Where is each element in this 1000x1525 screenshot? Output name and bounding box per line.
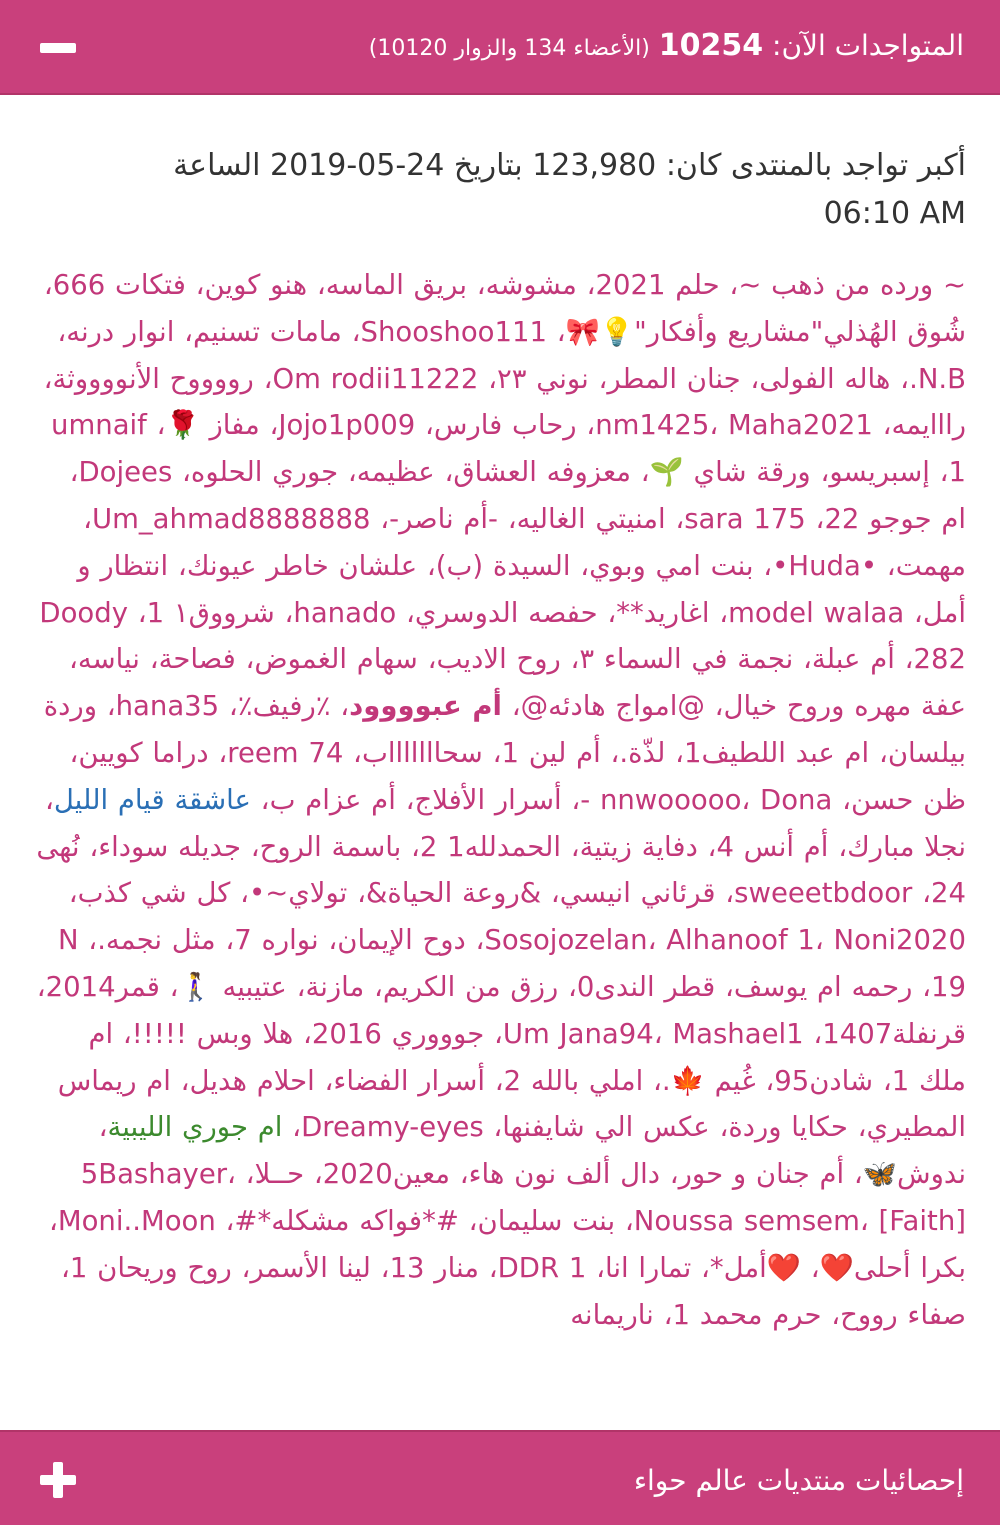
member-link[interactable]: لذّة. (619, 736, 666, 769)
member-separator: ، (793, 643, 812, 676)
member-link[interactable]: سحاااااااب (361, 736, 483, 769)
member-link[interactable]: قطر الندى0 (576, 970, 716, 1003)
member-link[interactable]: Dona - (580, 783, 833, 816)
member-link[interactable]: بنت امي وبوي (589, 549, 754, 582)
member-link[interactable]: نياسه (77, 643, 140, 676)
member-link[interactable]: رااايمه (891, 409, 966, 442)
member-separator: ، (586, 1251, 605, 1284)
member-link[interactable]: دراما كويين (78, 736, 209, 769)
member-link[interactable]: مشوشه (485, 269, 577, 301)
member-separator: ، (396, 596, 415, 629)
member-separator: ، (560, 643, 580, 676)
member-link[interactable]: نوني ٢٣ (497, 362, 589, 395)
member-link[interactable]: رحاب فارس (433, 409, 577, 442)
member-separator: ، (139, 643, 159, 676)
member-separator: ، (259, 409, 279, 442)
member-link[interactable]: بكرا أحلى❤️ (819, 1251, 966, 1284)
member-link[interactable]: أم جنان و حور (678, 1158, 845, 1191)
member-link[interactable]: ناريمانه (570, 1298, 654, 1331)
member-separator: ، (69, 736, 79, 769)
member-link[interactable]: نُهى 24 (36, 830, 966, 910)
member-separator: ، (647, 924, 667, 957)
member-link[interactable]: sara 175 (684, 502, 806, 535)
member-separator: ، (478, 362, 497, 395)
online-label: المتواجدات الآن: (772, 29, 964, 62)
member-separator: ، (78, 924, 98, 957)
member-link[interactable]: السيدة (ب) (435, 549, 571, 582)
member-separator: ، (364, 970, 383, 1003)
member-separator: ، (704, 690, 724, 723)
member-link[interactable]: وردة بيلسان (43, 690, 966, 769)
member-separator: ، (709, 1111, 729, 1144)
member-link[interactable]: احلام هديل (189, 1064, 315, 1097)
member-separator: ، (69, 456, 79, 489)
plus-icon[interactable] (40, 1462, 76, 1498)
member-link[interactable]: شرووق١ 1 (146, 596, 275, 629)
member-separator: ، (890, 362, 910, 395)
member-link[interactable]: حرم محمد 1 (672, 1298, 822, 1331)
member-link[interactable]: هنو كوين (204, 269, 308, 301)
member-separator: ، (170, 1064, 190, 1097)
member-link[interactable]: أم لين 1 (501, 736, 601, 769)
member-separator: ، (912, 877, 931, 910)
record-date: 2019-05-24 (270, 148, 445, 183)
member-link[interactable]: معين2020 (322, 1158, 450, 1191)
member-separator: ، (168, 549, 187, 582)
member-link[interactable]: باسمة الروح (259, 830, 402, 863)
member-separator: ، (417, 549, 436, 582)
member-link[interactable]: Noni2020 (833, 924, 966, 957)
member-link[interactable]: Alhanoof 1 (666, 924, 815, 957)
member-link[interactable]: عظيمه (356, 456, 435, 489)
member-link[interactable]: ندوش🦋 (862, 1158, 966, 1191)
member-separator: ، (485, 1064, 504, 1097)
member-separator: ، (57, 315, 67, 348)
record-prefix: أكبر تواجد بالمنتدى كان: (665, 148, 966, 183)
member-link[interactable]: ورقة شاي 🌱 (649, 456, 811, 489)
member-link[interactable]: DDR 1 (497, 1251, 587, 1284)
member-separator: ، (741, 783, 761, 816)
member-link[interactable]: دوح الإيمان (337, 924, 466, 957)
member-link[interactable]: روح الاديب (436, 643, 561, 676)
member-link[interactable]: مازنة (305, 970, 365, 1003)
online-detail: (الأعضاء 134 والزوار 10120) (368, 36, 650, 61)
member-separator: ، (417, 643, 437, 676)
member-separator: ، (665, 502, 685, 535)
member-separator: ، (215, 924, 235, 957)
member-link[interactable]: N 19 (57, 924, 966, 1003)
member-separator: ، (828, 830, 848, 863)
member-separator: ، (467, 269, 486, 301)
member-separator: ، (558, 970, 577, 1003)
member-link[interactable]: لينا الأسمر (250, 1251, 371, 1284)
member-link[interactable]: ام ملك 1 (88, 1017, 966, 1097)
member-link[interactable]: hana35 (115, 690, 220, 723)
member-separator: ، (561, 783, 581, 816)
member-link[interactable]: رحمه ام يوسف (733, 970, 913, 1003)
member-separator: ، (250, 783, 270, 816)
member-separator: ، (43, 362, 53, 395)
member-separator: ، (235, 643, 255, 676)
member-link[interactable]: غُيم 🍁. (661, 1064, 756, 1097)
member-link[interactable]: nm1425 (595, 409, 710, 442)
member-link[interactable]: جوري الحلوه (190, 456, 339, 489)
member-separator: ، (44, 783, 54, 816)
member-separator: ، (235, 1158, 255, 1191)
member-link[interactable]: -أم ناصر- (389, 502, 498, 535)
member-link[interactable]: Sosojozelan (484, 924, 648, 957)
member-separator: ، (570, 549, 590, 582)
member-link[interactable]: ٪رفيف٪ (237, 690, 331, 723)
member-link[interactable]: رووووح الأنووووثة (52, 362, 254, 395)
member-separator: ، (483, 1111, 503, 1144)
member-separator: ، (401, 830, 420, 863)
member-separator: ، (307, 269, 326, 301)
member-link[interactable]: منار 13 (389, 1251, 479, 1284)
member-link[interactable]: كل شي كذب (77, 877, 231, 910)
member-link[interactable]: Noussa semsem (633, 1204, 860, 1237)
member-link[interactable]: model walaa (728, 596, 905, 629)
online-users-header (0, 0, 1000, 95)
member-separator: ، (253, 362, 273, 395)
member-separator: ، (615, 1204, 634, 1237)
member-separator: ، (146, 409, 166, 442)
member-link[interactable]: صفاء رووح (840, 1298, 966, 1331)
member-link[interactable]: تمارا انا (604, 1251, 692, 1284)
member-separator: ، (844, 1158, 863, 1191)
member-link[interactable]: #*فواكه مشكله*# (234, 1204, 459, 1237)
record-date-prefix: بتاريخ (453, 148, 523, 183)
member-link[interactable]: إسبريسو (829, 456, 930, 489)
member-link[interactable]: جديله سوداء (98, 830, 241, 863)
member-separator: ، (36, 970, 46, 1003)
member-link[interactable]: انتظار و أمل (77, 549, 966, 629)
member-link[interactable]: فصاحة (158, 643, 236, 676)
member-separator: ، (576, 269, 596, 301)
member-link[interactable]: اغاريد** (616, 596, 710, 629)
member-link[interactable]: انوار درنه (66, 315, 175, 348)
member-link[interactable]: Mashael1 (672, 1017, 804, 1050)
member-separator: ، (814, 924, 834, 957)
member-separator: ، (227, 1158, 236, 1191)
member-link[interactable]: مامات تسنيم (192, 315, 342, 348)
member-link[interactable]: أم عبلة (811, 643, 895, 676)
member-separator: ، (719, 269, 739, 301)
member-link[interactable]: قمر2014 (45, 970, 160, 1003)
member-link[interactable]: جنان المطر (607, 362, 741, 395)
member-link[interactable]: أسرار الأفلاج (414, 783, 562, 816)
member-separator: ، (314, 1064, 334, 1097)
member-link[interactable]: Jojo1p009 (278, 409, 416, 442)
member-separator: ، (588, 362, 608, 395)
member-separator: ، (286, 970, 306, 1003)
member-separator: ، (230, 877, 249, 910)
member-link[interactable]: ~ ورده من ذهب ~ (738, 269, 966, 301)
member-link[interactable]: نواره 7 (234, 924, 319, 957)
member-separator: ، (561, 830, 580, 863)
member-separator: ، (113, 1017, 132, 1050)
member-separator: ، (691, 1251, 710, 1284)
member-link[interactable]: umnaif 1 (51, 409, 966, 489)
member-separator: ، (370, 1251, 390, 1284)
member-separator: ، (715, 970, 734, 1003)
member-separator: ، (653, 1298, 673, 1331)
member-separator: ، (48, 1204, 58, 1237)
member-separator: ، (395, 783, 415, 816)
member-link[interactable]: ام جوري الليبية (107, 1111, 283, 1144)
member-link[interactable]: الحمدلله1 2 (419, 830, 561, 863)
minus-icon[interactable] (40, 30, 76, 66)
member-separator: ، (231, 1251, 251, 1284)
member-separator: ، (434, 456, 454, 489)
member-link[interactable]: شُوق الهُذلي"مشاريع وأفكار"💡🎀 (565, 315, 966, 348)
member-separator: ، (709, 409, 729, 442)
member-link[interactable]: رزق من الكريم (382, 970, 559, 1003)
member-separator: ، (127, 596, 147, 629)
member-separator: ، (805, 502, 825, 535)
member-separator: ، (479, 1251, 498, 1284)
member-link[interactable]: sweeetbdoor (734, 877, 913, 910)
member-separator: ، (877, 549, 896, 582)
member-separator: ، (172, 456, 191, 489)
member-link[interactable]: Um_ahmad8888888 (92, 502, 371, 535)
member-separator: ، (541, 877, 560, 910)
member-separator: ، (347, 877, 366, 910)
member-link[interactable]: hanado (293, 596, 397, 629)
member-separator: ، (709, 596, 729, 629)
forum-stats-header (0, 1430, 1000, 1525)
online-count: 10254 (658, 28, 764, 63)
member-link[interactable]: شادن95 (774, 1064, 874, 1097)
member-separator: ، (929, 456, 949, 489)
member-separator: ، (803, 1017, 823, 1050)
member-separator: ، (79, 830, 99, 863)
member-separator: ، (576, 409, 596, 442)
member-separator: ، (304, 1158, 323, 1191)
member-link[interactable]: نجلا مبارك (847, 830, 966, 863)
member-link[interactable]: عفة مهره وروح خيال (723, 690, 966, 723)
member-link[interactable]: عكس الي شايفنها (502, 1111, 710, 1144)
member-link[interactable]: نجمة في السماء ٣ (579, 643, 794, 676)
member-link[interactable]: مفاز 🌹 (165, 409, 260, 442)
member-link[interactable]: أم عزام ب (269, 783, 396, 816)
member-link[interactable]: Um Jana94 (502, 1017, 654, 1050)
member-separator: ، (219, 690, 238, 723)
member-separator: ، (894, 643, 914, 676)
member-link[interactable]: nnwooooo (599, 783, 742, 816)
member-link[interactable]: حفصه الدوسري (414, 596, 598, 629)
member-separator: ، (597, 596, 617, 629)
member-link[interactable]: امنيتي الغاليه (516, 502, 666, 535)
record-time: 06:10 AM (823, 196, 966, 231)
member-separator: ، (96, 690, 116, 723)
member-link[interactable]: علشان خاطر عيونك (186, 549, 418, 582)
member-separator: ، (343, 736, 362, 769)
member-separator: ، (215, 1204, 235, 1237)
member-link[interactable]: ام عبد اللطيف1 (683, 736, 870, 769)
member-link[interactable]: Moni..Moon (57, 1204, 216, 1237)
member-separator: ، (174, 315, 193, 348)
member-separator: ، (697, 830, 717, 863)
member-link[interactable]: تولاي~• (249, 877, 348, 910)
member-separator: ، (61, 1251, 70, 1284)
member-link[interactable]: عتيبيه 🚶‍♀️ (178, 970, 287, 1003)
member-separator: ، (869, 736, 888, 769)
member-separator: ، (68, 643, 78, 676)
member-separator: ، (904, 596, 923, 629)
member-separator: ، (68, 877, 78, 910)
member-link[interactable]: Dojees (78, 456, 173, 489)
member-separator: ، (497, 502, 517, 535)
member-link[interactable]: ام جوجو 22 (824, 502, 966, 535)
member-separator: ، (546, 315, 566, 348)
member-separator: ، (465, 924, 485, 957)
member-separator: ، (753, 549, 773, 582)
member-link[interactable]: قرئاني انيسي (559, 877, 716, 910)
member-separator: ، (484, 1017, 503, 1050)
member-link[interactable]: مهمت (895, 549, 966, 582)
member-link[interactable]: أسرار الفضاء (333, 1064, 485, 1097)
online-members-list (36, 262, 966, 1338)
member-separator: ، (83, 502, 92, 535)
member-link[interactable]: بنت سليمان (477, 1204, 616, 1237)
member-separator: ، (859, 1204, 879, 1237)
member-link[interactable]: N.B. (909, 362, 966, 395)
record-time-prefix: الساعة (173, 148, 261, 183)
member-link[interactable]: 5Bashayer (80, 1158, 228, 1191)
member-separator: ، (274, 596, 294, 629)
member-link[interactable]: هاله الفولى (759, 362, 891, 395)
member-separator: ، (501, 690, 521, 723)
member-separator: ، (740, 362, 760, 395)
member-link[interactable]: reem 74 (227, 736, 344, 769)
member-separator: ، (660, 1158, 679, 1191)
member-link[interactable]: Om rodii11222 (272, 362, 479, 395)
member-separator: ، (159, 970, 179, 1003)
member-link[interactable]: Shooshoo111 (360, 315, 547, 348)
member-link[interactable]: أم عبوووود (349, 690, 502, 723)
member-link[interactable]: عاشقة قيام الليل (53, 783, 251, 816)
member-link[interactable]: •Huda• (772, 549, 878, 582)
member-link[interactable]: ام ريماس المطيري (57, 1064, 966, 1144)
member-separator: ، (98, 1111, 108, 1144)
member-link[interactable]: Dreamy-eyes (301, 1111, 484, 1144)
member-separator: ، (370, 502, 390, 535)
member-separator: ، (458, 1204, 478, 1237)
member-separator: ، (415, 409, 434, 442)
member-separator: ، (43, 269, 53, 301)
member-separator: ، (330, 690, 350, 723)
member-separator: ، (208, 736, 228, 769)
record-count: 123,980 (532, 148, 657, 183)
member-separator: ، (282, 1111, 302, 1144)
member-link[interactable]: هلا وبس !!!!! (131, 1017, 294, 1050)
member-separator: ، (873, 1064, 892, 1097)
member-link[interactable]: املي بالله 2 (503, 1064, 644, 1097)
member-separator: ، (847, 1111, 867, 1144)
member-separator: ، (318, 924, 338, 957)
member-separator: ، (872, 409, 892, 442)
member-separator: ، (643, 1064, 662, 1097)
record-info (86, 142, 966, 238)
member-separator: ، (801, 1251, 820, 1284)
member-separator: ، (821, 1298, 841, 1331)
member-link[interactable]: مثل نجمه. (97, 924, 216, 957)
member-separator: ، (338, 456, 357, 489)
online-users-title (369, 28, 964, 63)
member-link[interactable]: &روعة الحياة& (365, 877, 542, 910)
member-link[interactable]: معزوفه العشاق (453, 456, 631, 489)
member-separator: ، (185, 269, 205, 301)
member-link[interactable]: دفاية زيتية (579, 830, 698, 863)
member-separator: ، (482, 736, 502, 769)
forum-stats-title: إحصائيات منتديات عالم حواء (633, 1464, 964, 1497)
member-separator: ، (810, 456, 830, 489)
member-link[interactable]: جوووري 2016 (311, 1017, 485, 1050)
member-link[interactable]: ❤️أمل* (709, 1251, 802, 1284)
member-separator: ، (832, 783, 851, 816)
member-separator: ، (715, 877, 735, 910)
member-separator: ، (600, 736, 620, 769)
member-link[interactable]: @امواج هادئه@ (520, 690, 705, 723)
member-separator: ، (653, 1017, 673, 1050)
member-separator: ، (665, 736, 684, 769)
member-link[interactable]: قرنفلة1407 (822, 1017, 966, 1050)
member-link[interactable]: بريق الماسه (325, 269, 468, 301)
member-link[interactable]: حــلا (254, 1158, 305, 1191)
member-link[interactable]: Doody 282 (39, 596, 966, 676)
member-separator: ، (293, 1017, 312, 1050)
member-separator: ، (449, 1158, 469, 1191)
member-separator: ، (755, 1064, 775, 1097)
member-separator: ، (341, 315, 361, 348)
member-separator: ، (240, 830, 260, 863)
member-separator: ، (912, 970, 931, 1003)
member-link[interactable]: حكايا وردة (728, 1111, 848, 1144)
member-link[interactable]: فتكات 666 (52, 269, 186, 301)
member-link[interactable]: أم أنس 4 (716, 830, 829, 863)
member-link[interactable]: حلم 2021 (595, 269, 720, 301)
member-link[interactable]: Maha2021 (728, 409, 873, 442)
member-link[interactable]: روح وريحان 1 (69, 1251, 232, 1284)
member-link[interactable]: ظن حسن (850, 783, 966, 816)
member-link[interactable]: سهام الغموض (254, 643, 418, 676)
member-separator: ، (630, 456, 650, 489)
member-link[interactable]: دال ألف نون هاء (468, 1158, 661, 1191)
member-link[interactable]: [Faith] (878, 1204, 966, 1237)
